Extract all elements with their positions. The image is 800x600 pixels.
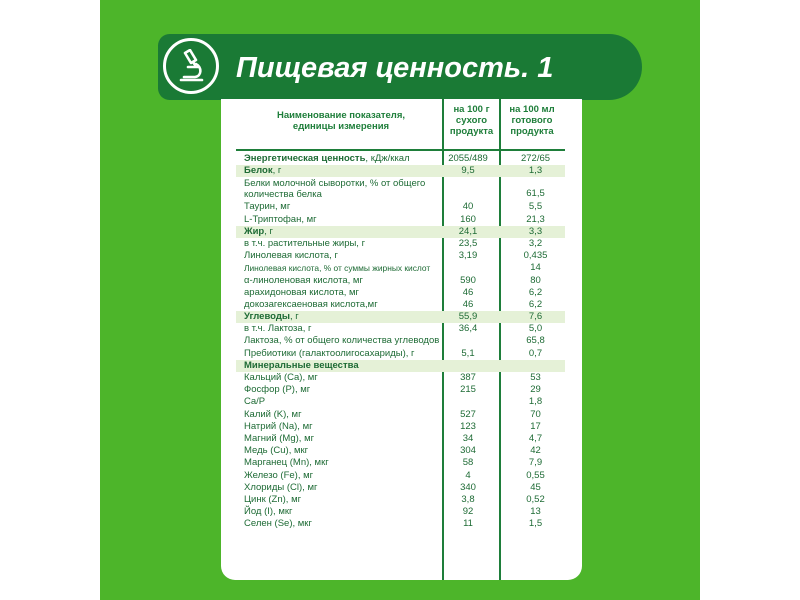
row-name: Йод (I), мкг: [244, 506, 293, 518]
row-value-per-100g: 36,4: [458, 323, 478, 335]
row-value-per-100g: 34: [462, 432, 474, 444]
table-row: [236, 165, 565, 177]
row-value-per-100ml: 272/65: [520, 153, 551, 164]
header-per-100g: на 100 г сухого продукта: [449, 104, 494, 137]
row-value-per-100ml: 1,3: [528, 165, 543, 177]
row-name: Натрий (Na), мг: [244, 420, 313, 432]
row-value-per-100g: 24,1: [458, 225, 478, 237]
row-value-per-100ml: 1,5: [528, 518, 543, 530]
row-name: L-Триптофан, мг: [244, 213, 317, 225]
row-name: в т.ч. растительные жиры, г: [244, 237, 366, 249]
row-value-per-100ml: 0,52: [526, 493, 545, 505]
row-value-per-100g: 2055/489: [448, 153, 488, 164]
table-row: [236, 299, 565, 311]
row-value-per-100ml: 70: [530, 408, 541, 420]
table-row: [236, 445, 565, 457]
row-value-per-100ml: 42: [530, 445, 541, 457]
icon-badge: [163, 38, 219, 94]
row-value-per-100ml: 5,0: [528, 323, 543, 335]
row-value-per-100g: 92: [462, 506, 474, 518]
row-value-per-100ml: 3,2: [528, 237, 543, 249]
row-name: Железо (Fe), мг: [244, 469, 314, 481]
table-row: [236, 262, 565, 274]
row-name: Медь (Cu), мкг: [244, 445, 309, 457]
row-value-per-100g: 340: [460, 481, 476, 493]
row-value-per-100ml: 4,7: [528, 432, 543, 444]
table-row: [236, 457, 565, 469]
page-title: Пищевая ценность. 1: [236, 52, 554, 84]
row-value-per-100ml: 29: [530, 384, 541, 396]
table-row: [236, 177, 565, 201]
row-name: Энергетическая ценность, кДж/ккал: [244, 153, 410, 164]
table-row: [236, 226, 565, 238]
row-value-per-100ml: 0,7: [528, 347, 543, 359]
table-row: [236, 153, 565, 165]
table-row: [236, 396, 565, 408]
row-name: Хлориды (Cl), мг: [244, 481, 318, 493]
row-value-per-100g: 590: [460, 274, 476, 286]
table-row: [236, 238, 565, 250]
microscope-icon: [174, 49, 208, 83]
header-name: Наименование показателя, единицы измерения: [276, 110, 406, 132]
row-name: Цинк (Zn), мг: [244, 493, 302, 505]
table-row: [236, 433, 565, 445]
row-value-per-100ml: 7,6: [528, 311, 543, 323]
row-value-per-100g: 46: [462, 298, 474, 310]
row-name: Лактоза, % от общего количества углеводов: [244, 335, 440, 347]
row-name: Калий (K), мг: [244, 408, 302, 420]
header-rule: [236, 149, 565, 151]
row-name: арахидоновая кислота, мг: [244, 286, 360, 298]
row-name: α-линоленовая кислота, мг: [244, 274, 363, 286]
row-value-per-100g: 40: [462, 201, 474, 213]
table-row: [236, 494, 565, 506]
row-value-per-100ml: 0,435: [523, 250, 548, 262]
row-value-per-100g: 9,5: [461, 165, 475, 177]
row-value-per-100ml: 6,2: [528, 298, 543, 310]
row-value-per-100g: 46: [462, 286, 474, 298]
row-value-per-100ml: 80: [530, 274, 541, 286]
row-name: Линолевая кислота, г: [244, 250, 338, 262]
row-value-per-100g: 4: [465, 469, 471, 481]
row-name: Линолевая кислота, % от суммы жирных кислот: [244, 263, 431, 274]
row-name: Белок, г: [244, 165, 282, 177]
table-row: [236, 275, 565, 287]
table-row: [236, 214, 565, 226]
row-value-per-100g: 5,1: [461, 347, 475, 359]
row-value-per-100g: 11: [463, 518, 473, 530]
row-value-per-100g: 3,19: [458, 250, 478, 262]
table-row: [236, 335, 565, 347]
row-value-per-100ml: 61,5: [526, 188, 545, 200]
table-row: [236, 421, 565, 433]
table-row: [236, 287, 565, 299]
table-row: [236, 470, 565, 482]
row-value-per-100g: 527: [460, 408, 476, 420]
row-value-per-100g: 215: [460, 384, 476, 396]
row-value-per-100ml: 0,55: [526, 469, 545, 481]
row-value-per-100ml: 53: [530, 372, 541, 383]
table-row: [236, 311, 565, 323]
table-row: [236, 506, 565, 518]
table-row: [236, 384, 565, 396]
row-name: Таурин, мг: [244, 201, 291, 213]
table-row: [236, 409, 565, 421]
row-name: Пребиотики (галактоолигосахариды), г: [244, 347, 415, 359]
row-value-per-100ml: 65,8: [526, 335, 545, 347]
row-value-per-100ml: 14: [530, 262, 541, 274]
table-row: [236, 250, 565, 262]
table-row: [236, 482, 565, 494]
row-value-per-100ml: 6,2: [528, 286, 543, 298]
row-name: Ca/P: [244, 396, 266, 408]
row-value-per-100g: 55,9: [458, 311, 478, 323]
table-row: [236, 372, 565, 384]
row-name: Магний (Mg), мг: [244, 432, 315, 444]
row-value-per-100g: 304: [460, 445, 476, 457]
row-value-per-100g: 160: [460, 213, 476, 225]
row-value-per-100ml: 17: [530, 420, 541, 432]
row-value-per-100g: 23,5: [458, 237, 478, 249]
row-name: Кальций (Ca), мг: [244, 372, 318, 383]
row-name: Селен (Se), мкг: [244, 518, 312, 530]
row-value-per-100ml: 7,9: [528, 457, 543, 469]
row-name: Фосфор (P), мг: [244, 384, 311, 396]
table-row: [236, 518, 565, 530]
row-value-per-100ml: 5,5: [528, 201, 543, 213]
table-row: [236, 201, 565, 213]
header-per-100ml: на 100 мл готового продукта: [509, 104, 555, 137]
row-value-per-100g: 58: [462, 457, 474, 469]
row-value-per-100ml: 3,3: [528, 225, 543, 237]
row-value-per-100ml: 13: [530, 506, 541, 518]
row-name: в т.ч. Лактоза, г: [244, 323, 312, 335]
row-value-per-100ml: 1,8: [528, 396, 543, 408]
row-name: Марганец (Mn), мкг: [244, 457, 329, 469]
row-value-per-100g: 3,8: [461, 493, 475, 505]
row-name: Жир, г: [244, 225, 273, 237]
table-row: [236, 348, 565, 360]
table-row: [236, 360, 565, 372]
row-value-per-100g: 387: [460, 372, 476, 383]
row-name: Минеральные вещества: [244, 359, 359, 371]
row-value-per-100g: 123: [460, 420, 476, 432]
row-value-per-100ml: 21,3: [526, 213, 545, 225]
row-name: Углеводы, г: [244, 311, 299, 323]
row-name: докозагексаеновая кислота,мг: [244, 298, 378, 310]
table-row: [236, 323, 565, 335]
row-name: Белки молочной сыворотки, % от общего количества белка: [244, 178, 426, 201]
nutrition-rows: [236, 153, 565, 530]
row-value-per-100ml: 45: [530, 481, 541, 493]
